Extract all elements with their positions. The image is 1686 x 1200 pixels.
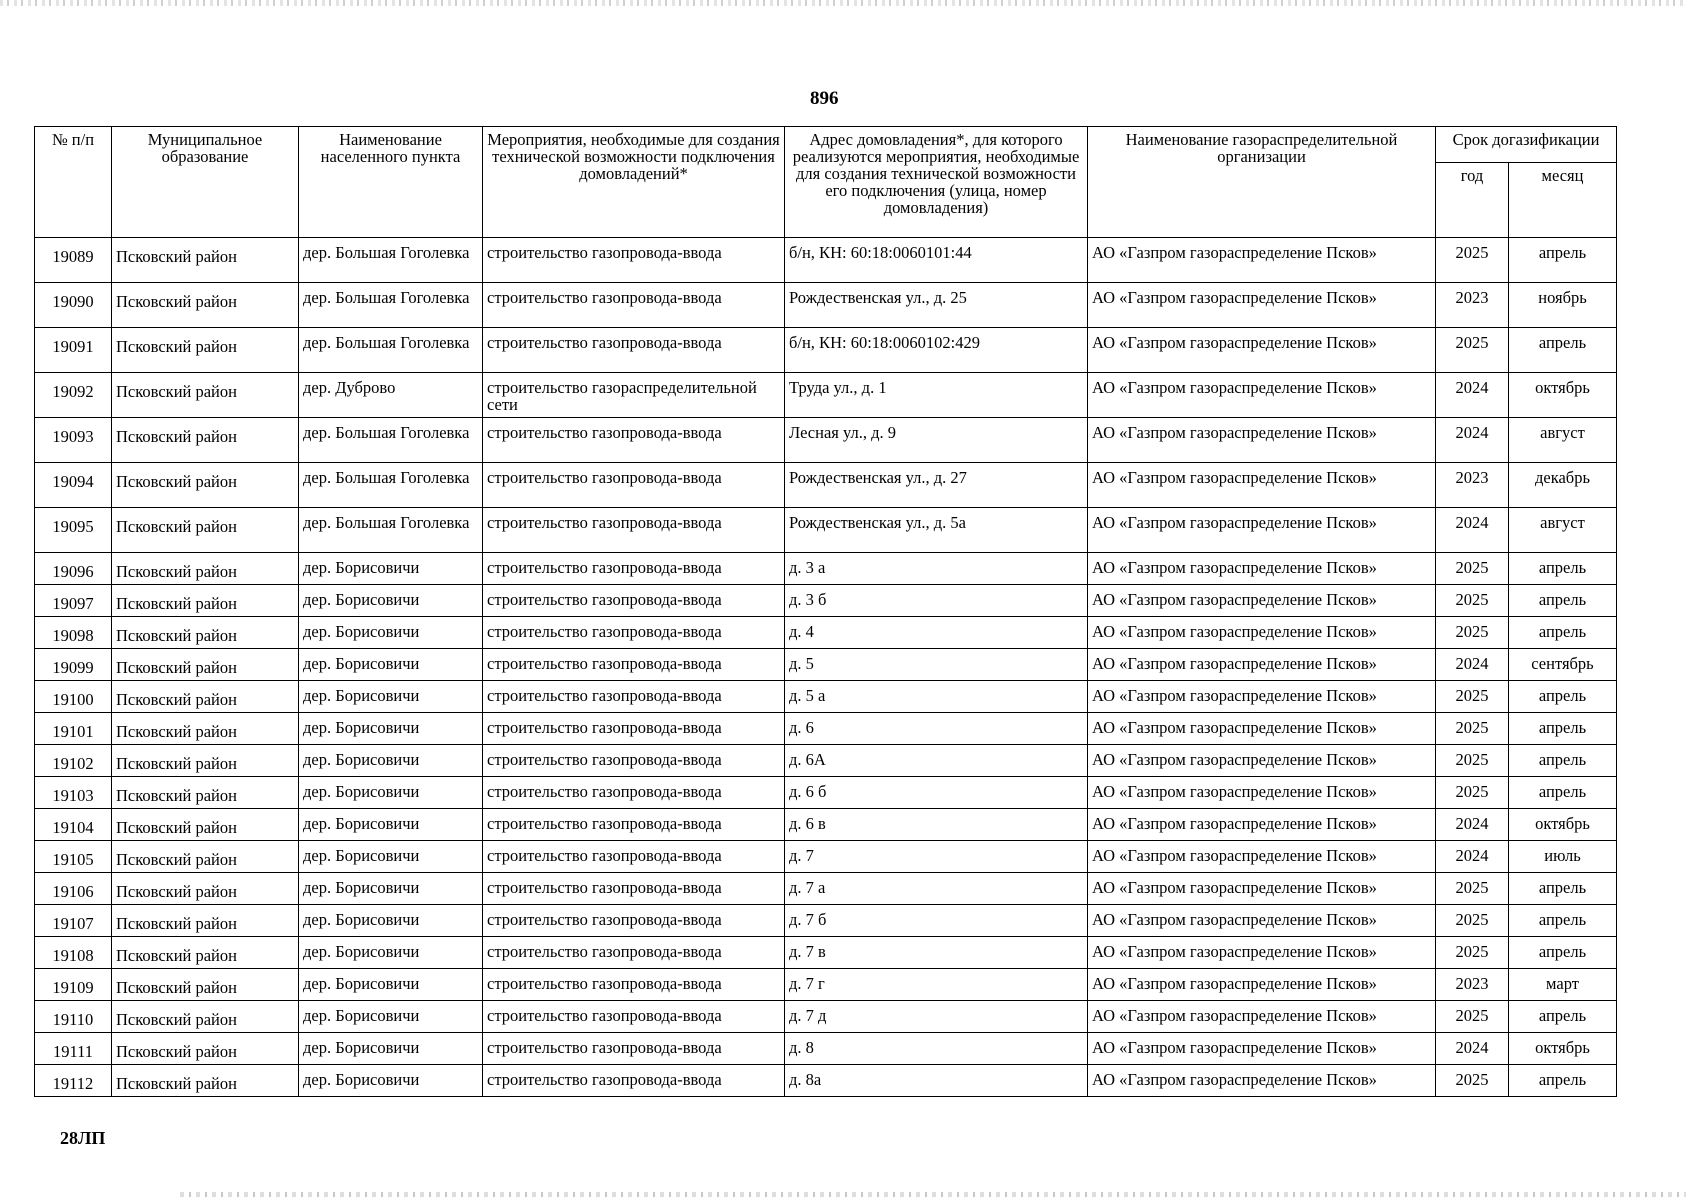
header-organization: Наименование газораспределительной организации <box>1088 127 1436 238</box>
cell-measure: строительство газопровода-ввода <box>483 1033 785 1065</box>
cell-num: 19105 <box>35 841 112 873</box>
cell-year: 2025 <box>1436 553 1509 585</box>
cell-address: Рождественская ул., д. 25 <box>785 283 1088 328</box>
cell-settlement: дер. Борисовичи <box>299 713 483 745</box>
cell-month: декабрь <box>1509 463 1617 508</box>
cell-address: д. 6 в <box>785 809 1088 841</box>
cell-num: 19098 <box>35 617 112 649</box>
cell-month: апрель <box>1509 328 1617 373</box>
cell-num: 19103 <box>35 777 112 809</box>
header-measures: Мероприятия, необходимые для создания технической возможности подключения домовладений* <box>483 127 785 238</box>
cell-address: д. 7 в <box>785 937 1088 969</box>
cell-settlement: дер. Борисовичи <box>299 905 483 937</box>
cell-address: д. 6А <box>785 745 1088 777</box>
table-row <box>35 649 1617 681</box>
cell-num: 19110 <box>35 1001 112 1033</box>
cell-year: 2025 <box>1436 617 1509 649</box>
cell-settlement: дер. Борисовичи <box>299 841 483 873</box>
gasification-table <box>34 126 1617 1097</box>
cell-municipality: Псковский район <box>112 283 299 328</box>
cell-address: д. 8 <box>785 1033 1088 1065</box>
cell-municipality: Псковский район <box>112 649 299 681</box>
cell-address: д. 8а <box>785 1065 1088 1097</box>
cell-measure: строительство газопровода-ввода <box>483 553 785 585</box>
cell-year: 2025 <box>1436 937 1509 969</box>
cell-organization: АО «Газпром газораспределение Псков» <box>1088 508 1436 553</box>
cell-num: 19112 <box>35 1065 112 1097</box>
cell-month: октябрь <box>1509 373 1617 418</box>
cell-year: 2025 <box>1436 777 1509 809</box>
cell-num: 19094 <box>35 463 112 508</box>
cell-num: 19101 <box>35 713 112 745</box>
cell-settlement: дер. Борисовичи <box>299 937 483 969</box>
table-row <box>35 1001 1617 1033</box>
cell-num: 19097 <box>35 585 112 617</box>
cell-year: 2025 <box>1436 585 1509 617</box>
cell-month: апрель <box>1509 617 1617 649</box>
cell-settlement: дер. Борисовичи <box>299 1065 483 1097</box>
cell-year: 2025 <box>1436 905 1509 937</box>
cell-month: сентябрь <box>1509 649 1617 681</box>
cell-year: 2025 <box>1436 1001 1509 1033</box>
cell-address: д. 3 а <box>785 553 1088 585</box>
cell-organization: АО «Газпром газораспределение Псков» <box>1088 238 1436 283</box>
cell-year: 2024 <box>1436 841 1509 873</box>
cell-num: 19100 <box>35 681 112 713</box>
cell-measure: строительство газопровода-ввода <box>483 1065 785 1097</box>
header-month: месяц <box>1509 163 1617 238</box>
cell-municipality: Псковский район <box>112 418 299 463</box>
table-row <box>35 681 1617 713</box>
cell-settlement: дер. Большая Гоголевка <box>299 283 483 328</box>
cell-month: апрель <box>1509 553 1617 585</box>
cell-measure: строительство газопровода-ввода <box>483 238 785 283</box>
cell-address: Лесная ул., д. 9 <box>785 418 1088 463</box>
cell-settlement: дер. Борисовичи <box>299 873 483 905</box>
cell-num: 19092 <box>35 373 112 418</box>
table-row <box>35 585 1617 617</box>
cell-organization: АО «Газпром газораспределение Псков» <box>1088 841 1436 873</box>
cell-municipality: Псковский район <box>112 373 299 418</box>
cell-measure: строительство газопровода-ввода <box>483 508 785 553</box>
cell-settlement: дер. Борисовичи <box>299 681 483 713</box>
cell-num: 19096 <box>35 553 112 585</box>
cell-settlement: дер. Большая Гоголевка <box>299 418 483 463</box>
table-row <box>35 463 1617 508</box>
cell-organization: АО «Газпром газораспределение Псков» <box>1088 418 1436 463</box>
table-row <box>35 937 1617 969</box>
header-address: Адрес домовладения*, для которого реализуются мероприятия, необходимые для создания технической возможности его подключения (улица, номер домовладения) <box>785 127 1088 238</box>
cell-measure: строительство газопровода-ввода <box>483 463 785 508</box>
header-municipality: Муниципальное образование <box>112 127 299 238</box>
table-row <box>35 841 1617 873</box>
cell-municipality: Псковский район <box>112 969 299 1001</box>
cell-organization: АО «Газпром газораспределение Псков» <box>1088 553 1436 585</box>
cell-settlement: дер. Борисовичи <box>299 809 483 841</box>
cell-month: август <box>1509 418 1617 463</box>
cell-measure: строительство газопровода-ввода <box>483 617 785 649</box>
cell-municipality: Псковский район <box>112 681 299 713</box>
cell-organization: АО «Газпром газораспределение Псков» <box>1088 373 1436 418</box>
cell-year: 2025 <box>1436 745 1509 777</box>
table-row <box>35 617 1617 649</box>
table-header <box>35 127 1617 238</box>
cell-year: 2025 <box>1436 873 1509 905</box>
cell-organization: АО «Газпром газораспределение Псков» <box>1088 745 1436 777</box>
scan-edge-bottom <box>180 1192 1686 1197</box>
cell-municipality: Псковский район <box>112 1065 299 1097</box>
table-body <box>35 238 1617 1097</box>
cell-municipality: Псковский район <box>112 238 299 283</box>
cell-address: д. 5 <box>785 649 1088 681</box>
cell-address: д. 7 б <box>785 905 1088 937</box>
header-term: Срок догазификации <box>1436 127 1617 163</box>
cell-organization: АО «Газпром газораспределение Псков» <box>1088 617 1436 649</box>
cell-year: 2025 <box>1436 238 1509 283</box>
cell-organization: АО «Газпром газораспределение Псков» <box>1088 1033 1436 1065</box>
cell-settlement: дер. Борисовичи <box>299 617 483 649</box>
cell-month: октябрь <box>1509 1033 1617 1065</box>
cell-address: д. 7 а <box>785 873 1088 905</box>
cell-organization: АО «Газпром газораспределение Псков» <box>1088 809 1436 841</box>
table-row <box>35 373 1617 418</box>
cell-month: апрель <box>1509 745 1617 777</box>
cell-measure: строительство газопровода-ввода <box>483 418 785 463</box>
cell-year: 2024 <box>1436 418 1509 463</box>
cell-num: 19104 <box>35 809 112 841</box>
cell-measure: строительство газопровода-ввода <box>483 905 785 937</box>
cell-organization: АО «Газпром газораспределение Псков» <box>1088 328 1436 373</box>
cell-address: б/н, КН: 60:18:0060102:429 <box>785 328 1088 373</box>
table-row <box>35 238 1617 283</box>
cell-settlement: дер. Дуброво <box>299 373 483 418</box>
cell-num: 19099 <box>35 649 112 681</box>
cell-organization: АО «Газпром газораспределение Псков» <box>1088 585 1436 617</box>
cell-organization: АО «Газпром газораспределение Псков» <box>1088 937 1436 969</box>
cell-measure: строительство газопровода-ввода <box>483 1001 785 1033</box>
cell-settlement: дер. Борисовичи <box>299 745 483 777</box>
cell-month: апрель <box>1509 713 1617 745</box>
cell-municipality: Псковский район <box>112 905 299 937</box>
cell-municipality: Псковский район <box>112 777 299 809</box>
cell-municipality: Псковский район <box>112 585 299 617</box>
cell-month: апрель <box>1509 777 1617 809</box>
cell-organization: АО «Газпром газораспределение Псков» <box>1088 681 1436 713</box>
cell-settlement: дер. Борисовичи <box>299 969 483 1001</box>
cell-municipality: Псковский район <box>112 617 299 649</box>
cell-address: Рождественская ул., д. 27 <box>785 463 1088 508</box>
cell-municipality: Псковский район <box>112 553 299 585</box>
cell-settlement: дер. Большая Гоголевка <box>299 463 483 508</box>
table-row <box>35 713 1617 745</box>
cell-month: апрель <box>1509 937 1617 969</box>
cell-num: 19107 <box>35 905 112 937</box>
cell-month: апрель <box>1509 905 1617 937</box>
cell-address: д. 6 <box>785 713 1088 745</box>
cell-municipality: Псковский район <box>112 809 299 841</box>
cell-measure: строительство газопровода-ввода <box>483 777 785 809</box>
cell-address: д. 5 а <box>785 681 1088 713</box>
scan-edge-top <box>0 0 1686 6</box>
cell-settlement: дер. Борисовичи <box>299 1001 483 1033</box>
cell-measure: строительство газопровода-ввода <box>483 841 785 873</box>
cell-organization: АО «Газпром газораспределение Псков» <box>1088 649 1436 681</box>
cell-year: 2024 <box>1436 373 1509 418</box>
table-row <box>35 328 1617 373</box>
cell-settlement: дер. Большая Гоголевка <box>299 508 483 553</box>
cell-organization: АО «Газпром газораспределение Псков» <box>1088 463 1436 508</box>
cell-settlement: дер. Борисовичи <box>299 553 483 585</box>
cell-measure: строительство газопровода-ввода <box>483 969 785 1001</box>
table-row <box>35 508 1617 553</box>
cell-num: 19102 <box>35 745 112 777</box>
cell-address: д. 7 г <box>785 969 1088 1001</box>
cell-year: 2023 <box>1436 283 1509 328</box>
cell-municipality: Псковский район <box>112 328 299 373</box>
cell-measure: строительство газопровода-ввода <box>483 745 785 777</box>
cell-num: 19111 <box>35 1033 112 1065</box>
cell-address: д. 7 д <box>785 1001 1088 1033</box>
cell-municipality: Псковский район <box>112 841 299 873</box>
cell-measure: строительство газопровода-ввода <box>483 328 785 373</box>
cell-municipality: Псковский район <box>112 1033 299 1065</box>
cell-num: 19095 <box>35 508 112 553</box>
cell-month: апрель <box>1509 873 1617 905</box>
footer-code: 28ЛП <box>60 1128 106 1148</box>
cell-month: март <box>1509 969 1617 1001</box>
cell-measure: строительство газопровода-ввода <box>483 809 785 841</box>
table-row <box>35 745 1617 777</box>
cell-municipality: Псковский район <box>112 873 299 905</box>
page-number: 896 <box>810 88 839 109</box>
cell-year: 2024 <box>1436 508 1509 553</box>
cell-address: Рождественская ул., д. 5а <box>785 508 1088 553</box>
cell-month: апрель <box>1509 1001 1617 1033</box>
header-num: № п/п <box>35 127 112 238</box>
cell-municipality: Псковский район <box>112 508 299 553</box>
cell-address: д. 7 <box>785 841 1088 873</box>
cell-settlement: дер. Борисовичи <box>299 1033 483 1065</box>
cell-organization: АО «Газпром газораспределение Псков» <box>1088 1065 1436 1097</box>
cell-organization: АО «Газпром газораспределение Псков» <box>1088 283 1436 328</box>
cell-measure: строительство газопровода-ввода <box>483 585 785 617</box>
cell-month: апрель <box>1509 681 1617 713</box>
cell-measure: строительство газопровода-ввода <box>483 713 785 745</box>
cell-month: апрель <box>1509 238 1617 283</box>
cell-num: 19109 <box>35 969 112 1001</box>
cell-address: д. 6 б <box>785 777 1088 809</box>
cell-month: июль <box>1509 841 1617 873</box>
cell-measure: строительство газопровода-ввода <box>483 937 785 969</box>
cell-num: 19093 <box>35 418 112 463</box>
cell-num: 19091 <box>35 328 112 373</box>
cell-month: август <box>1509 508 1617 553</box>
cell-organization: АО «Газпром газораспределение Псков» <box>1088 969 1436 1001</box>
cell-organization: АО «Газпром газораспределение Псков» <box>1088 905 1436 937</box>
cell-year: 2024 <box>1436 1033 1509 1065</box>
header-year: год <box>1436 163 1509 238</box>
cell-year: 2025 <box>1436 681 1509 713</box>
table-row <box>35 1065 1617 1097</box>
cell-year: 2023 <box>1436 969 1509 1001</box>
cell-num: 19108 <box>35 937 112 969</box>
table-row <box>35 969 1617 1001</box>
cell-year: 2024 <box>1436 649 1509 681</box>
cell-month: ноябрь <box>1509 283 1617 328</box>
cell-settlement: дер. Борисовичи <box>299 777 483 809</box>
cell-address: б/н, КН: 60:18:0060101:44 <box>785 238 1088 283</box>
cell-organization: АО «Газпром газораспределение Псков» <box>1088 873 1436 905</box>
cell-municipality: Псковский район <box>112 463 299 508</box>
table-row <box>35 873 1617 905</box>
cell-settlement: дер. Большая Гоголевка <box>299 328 483 373</box>
cell-municipality: Псковский район <box>112 745 299 777</box>
table-row <box>35 418 1617 463</box>
header-settlement: Наименование населенного пункта <box>299 127 483 238</box>
cell-month: апрель <box>1509 1065 1617 1097</box>
cell-month: октябрь <box>1509 809 1617 841</box>
cell-year: 2025 <box>1436 1065 1509 1097</box>
cell-settlement: дер. Борисовичи <box>299 649 483 681</box>
table-row <box>35 1033 1617 1065</box>
cell-year: 2025 <box>1436 328 1509 373</box>
cell-num: 19106 <box>35 873 112 905</box>
cell-organization: АО «Газпром газораспределение Псков» <box>1088 1001 1436 1033</box>
cell-organization: АО «Газпром газораспределение Псков» <box>1088 777 1436 809</box>
cell-measure: строительство газопровода-ввода <box>483 873 785 905</box>
cell-municipality: Псковский район <box>112 713 299 745</box>
cell-year: 2025 <box>1436 713 1509 745</box>
cell-organization: АО «Газпром газораспределение Псков» <box>1088 713 1436 745</box>
cell-month: апрель <box>1509 585 1617 617</box>
cell-address: д. 3 б <box>785 585 1088 617</box>
cell-year: 2023 <box>1436 463 1509 508</box>
cell-address: д. 4 <box>785 617 1088 649</box>
cell-address: Труда ул., д. 1 <box>785 373 1088 418</box>
cell-settlement: дер. Борисовичи <box>299 585 483 617</box>
table-row <box>35 283 1617 328</box>
cell-num: 19090 <box>35 283 112 328</box>
cell-measure: строительство газораспределительной сети <box>483 373 785 418</box>
table-row <box>35 905 1617 937</box>
cell-municipality: Псковский район <box>112 1001 299 1033</box>
cell-municipality: Псковский район <box>112 937 299 969</box>
cell-measure: строительство газопровода-ввода <box>483 649 785 681</box>
cell-settlement: дер. Большая Гоголевка <box>299 238 483 283</box>
table-row <box>35 777 1617 809</box>
cell-year: 2024 <box>1436 809 1509 841</box>
cell-measure: строительство газопровода-ввода <box>483 681 785 713</box>
table-row <box>35 809 1617 841</box>
cell-num: 19089 <box>35 238 112 283</box>
cell-measure: строительство газопровода-ввода <box>483 283 785 328</box>
table-row <box>35 553 1617 585</box>
